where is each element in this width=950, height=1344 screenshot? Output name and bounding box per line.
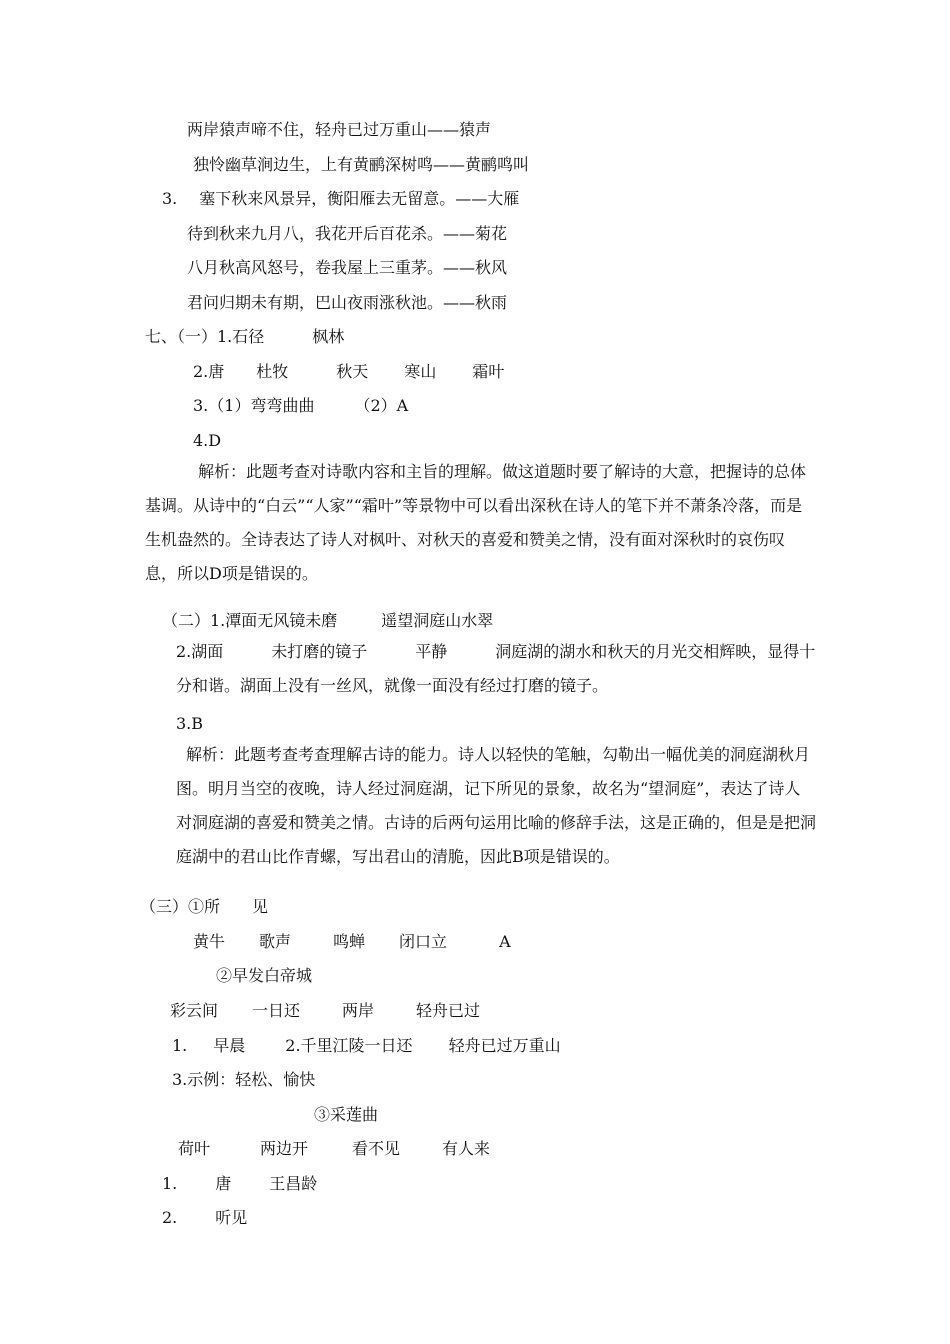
answer-text: 荷叶 bbox=[178, 1139, 211, 1158]
answer-text: 2.唐 bbox=[193, 362, 225, 381]
answer-text: 轻舟已过 bbox=[416, 1001, 481, 1020]
answer-line bbox=[172, 1036, 561, 1056]
answer-text: 歌声 bbox=[259, 932, 292, 951]
answer-text: 闭口立 bbox=[399, 932, 448, 951]
answer-text: 轻舟已过万重山 bbox=[448, 1036, 561, 1055]
answer-text: （二）1.潭面无风镜未磨 bbox=[162, 611, 338, 630]
answer-text: 两边开 bbox=[260, 1139, 309, 1158]
section-7-heading bbox=[145, 327, 344, 347]
answer-text: 王昌龄 bbox=[269, 1174, 318, 1193]
answer-line bbox=[193, 396, 408, 416]
answer-text: 有人来 bbox=[442, 1139, 491, 1158]
answer-text: 寒山 bbox=[404, 362, 437, 381]
answer-text: 听见 bbox=[215, 1208, 248, 1227]
item-number: 1. bbox=[162, 1174, 178, 1193]
answer-text: 黄牛 bbox=[193, 932, 226, 951]
poem-title: ③采莲曲 bbox=[314, 1105, 379, 1124]
item-number: 2. bbox=[162, 1208, 178, 1227]
answer-line bbox=[162, 189, 519, 209]
answer-text: 一日还 bbox=[252, 1001, 301, 1020]
answer-text: 唐 bbox=[215, 1174, 232, 1193]
answer-line bbox=[162, 1208, 247, 1228]
answer-line bbox=[193, 932, 511, 952]
answer-line: 八月秋高风怒号，卷我屋上三重茅。——秋风 bbox=[187, 258, 508, 277]
answer-line bbox=[178, 1139, 490, 1159]
answer-text: A bbox=[499, 932, 511, 951]
answer-paragraph: 2.湖面 未打磨的镜子 平静 洞庭湖的湖水和秋天的月光交相辉映，显得十分和谐。湖面上没有一丝风，就像一面没有经过打磨的镜子。 bbox=[176, 642, 816, 695]
item-number: 1. bbox=[172, 1036, 188, 1055]
answer-text: 遥望洞庭山水翠 bbox=[381, 611, 494, 630]
answer-text: 霜叶 bbox=[472, 362, 505, 381]
answer-line bbox=[162, 1174, 317, 1194]
answer-text: 枫林 bbox=[312, 327, 345, 346]
item-number: 3. bbox=[162, 189, 178, 208]
answer-text: 彩云间 bbox=[170, 1001, 219, 1020]
analysis-paragraph: 解析：此题考查考查理解古诗的能力。诗人以轻快的笔触，勾勒出一幅优美的洞庭湖秋月图。明月当空的夜晚，诗人经过洞庭湖，记下所见的景象，故名为“望洞庭”，表达了诗人对洞庭湖的喜爱和赞美之情。古诗的后两句运用比喻的修辞手法，这是正确的，但是是把洞庭湖中的君山比作青螺，写出君山的清脆，因此B项是错误的。 bbox=[176, 745, 817, 866]
answer-text: 看不见 bbox=[352, 1139, 401, 1158]
answer-text: 杜牧 bbox=[256, 362, 289, 381]
answer-text: 两岸 bbox=[342, 1001, 375, 1020]
answer-line: 独怜幽草涧边生，上有黄鹂深树鸣——黄鹂鸣叫 bbox=[193, 155, 530, 174]
answer-line bbox=[170, 1001, 480, 1021]
answer-text: 塞下秋来风景异，衡阳雁去无留意。——大雁 bbox=[199, 189, 520, 208]
answer-text: 秋天 bbox=[336, 362, 369, 381]
analysis-paragraph: 解析：此题考查对诗歌内容和主旨的理解。做这道题时要了解诗的大意，把握诗的总体基调。从诗中的“白云”“人家”“霜叶”等景物中可以看出深秋在诗人的笔下并不萧条冷落，而是生机盎然的。全诗表达了诗人对枫叶、对秋天的喜爱和赞美之情，没有面对深秋时的哀伤叹息，所以D项是错误的。 bbox=[145, 462, 807, 583]
section-7-q1: 七、（一）1.石径 bbox=[145, 327, 265, 346]
answer-text: 鸣蝉 bbox=[333, 932, 366, 951]
answer-text: 3.（1）弯弯曲曲 bbox=[193, 396, 315, 415]
answer-text: （2）A bbox=[354, 396, 409, 415]
answer-text: 早晨 bbox=[213, 1036, 246, 1055]
section-3-heading: （三）①所 见 bbox=[140, 897, 269, 916]
answer-line: 两岸猿声啼不住，轻舟已过万重山——猿声 bbox=[187, 120, 492, 139]
answer-line: 3.B bbox=[176, 714, 204, 733]
answer-text: 2.千里江陵一日还 bbox=[285, 1036, 413, 1055]
answer-line: 君问归期未有期，巴山夜雨涨秋池。——秋雨 bbox=[187, 293, 508, 312]
answer-line: 待到秋来九月八，我花开后百花杀。——菊花 bbox=[187, 224, 508, 243]
answer-line: 3.示例：轻松、愉快 bbox=[172, 1070, 316, 1089]
answer-line bbox=[193, 362, 504, 382]
poem-title: ②早发白帝城 bbox=[216, 966, 313, 985]
answer-line: 4.D bbox=[193, 431, 222, 450]
section-2-heading bbox=[162, 611, 493, 631]
